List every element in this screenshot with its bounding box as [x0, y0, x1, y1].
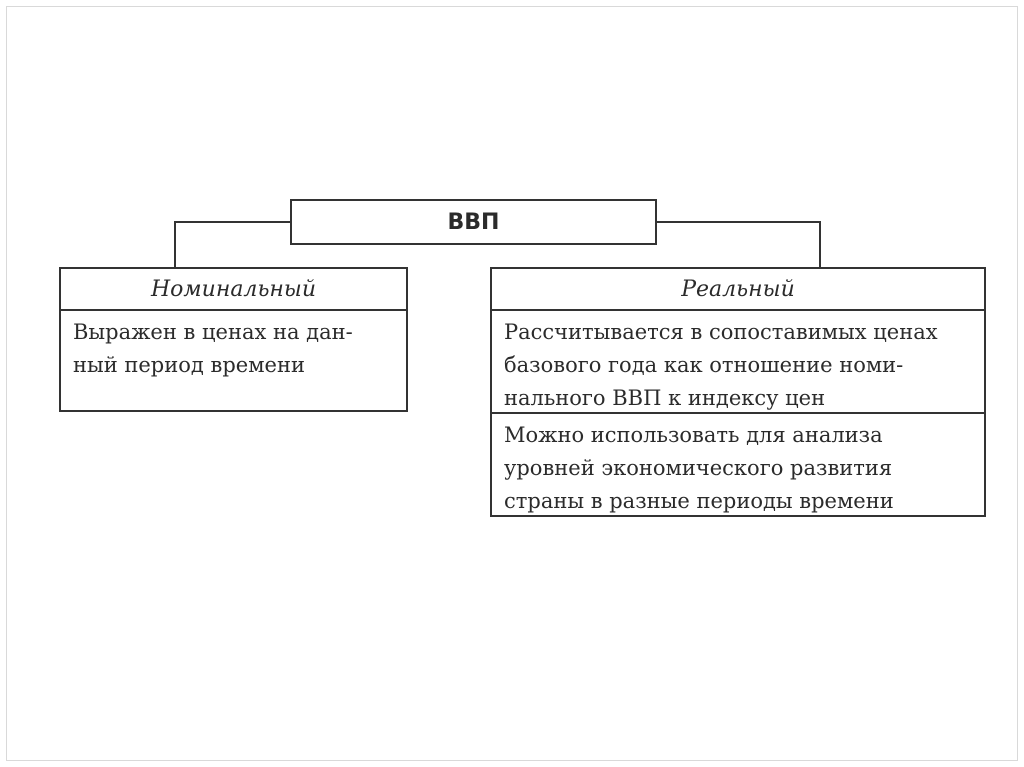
connector-left [175, 222, 290, 267]
root-node-gdp [290, 199, 657, 245]
connector-right [657, 222, 820, 267]
node-real-title: Реальный [492, 269, 984, 311]
node-nominal-description: Выражен в ценах на дан- ный период времени [73, 320, 353, 377]
node-real [490, 267, 986, 517]
root-label: ВВП [447, 209, 500, 235]
node-nominal [59, 267, 408, 412]
node-nominal-title: Номинальный [61, 269, 406, 311]
node-real-description-1: Рассчитывается в сопоставимых ценах базового года как отношение номи- нального ВВП к индексу цен [492, 311, 984, 414]
node-real-description-2: Можно использовать для анализа уровней экономического развития страны в разные периоды времени [504, 423, 894, 513]
